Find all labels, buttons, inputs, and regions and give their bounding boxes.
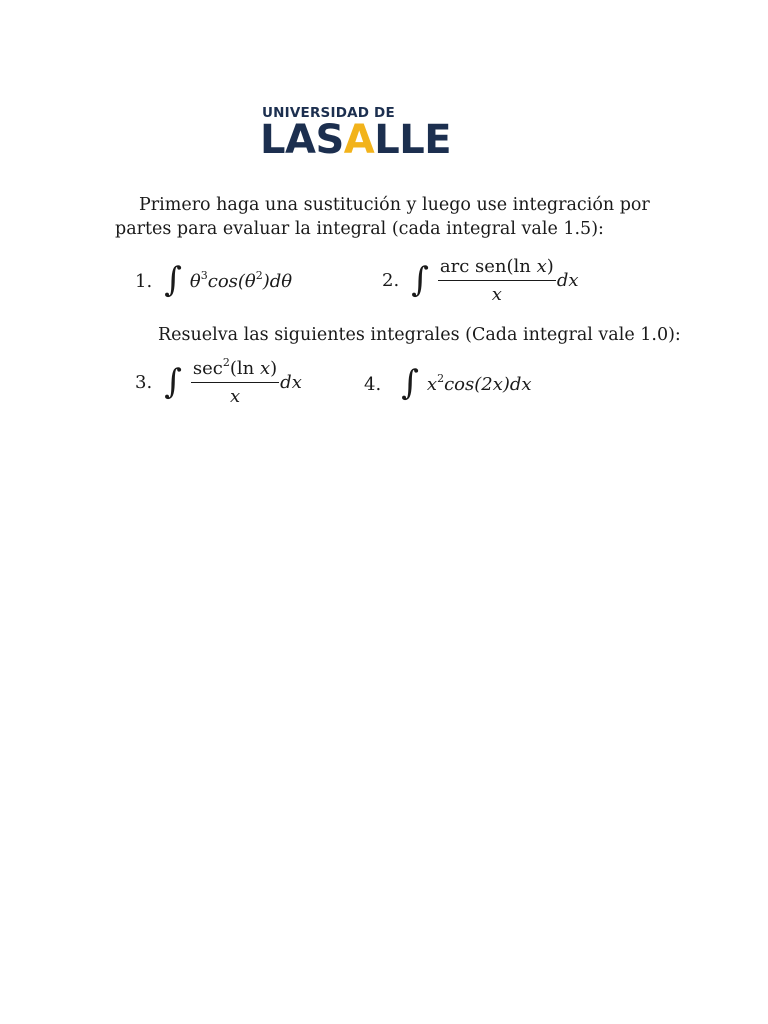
problem-number: 2. bbox=[382, 270, 400, 291]
differential: dx bbox=[280, 372, 302, 393]
integral-sign: ∫ bbox=[164, 361, 182, 402]
problem-1 bbox=[135, 260, 293, 300]
instruction-text-1: Primero haga una sustitución y luego use integración por partes para evaluar la integral (cada integral vale 1.5): bbox=[115, 195, 650, 239]
logo-top-text: UNIVERSIDAD DE bbox=[262, 105, 395, 121]
problem-3 bbox=[135, 358, 302, 407]
logo-main-text: LASALLE bbox=[260, 117, 452, 163]
differential: dx bbox=[556, 270, 579, 291]
integral-sign: ∫ bbox=[401, 363, 419, 403]
integral-sign: ∫ bbox=[411, 259, 429, 300]
fraction-denominator: x bbox=[491, 284, 502, 305]
fraction-numerator: $\sec^2(\ln$ x) bbox=[191, 358, 279, 383]
instruction-text-2: Resuelva las siguientes integrales (Cada integral vale 1.0): bbox=[158, 325, 681, 345]
problem-1-integrand: $\theta^3\cos(\theta^2)d\theta$ bbox=[189, 268, 293, 292]
fraction bbox=[438, 256, 556, 305]
problem-number: 1. bbox=[135, 270, 153, 292]
problem-2 bbox=[382, 256, 579, 305]
university-logo bbox=[260, 104, 460, 164]
problem-4 bbox=[364, 363, 532, 403]
problem-number: 4. bbox=[364, 373, 382, 395]
fraction-denominator: x bbox=[229, 386, 241, 407]
problem-4-integrand: $x^2\cos(2x)dx$ bbox=[426, 371, 532, 395]
problem-number: 3. bbox=[135, 372, 153, 393]
fraction bbox=[191, 358, 279, 407]
integral-sign: ∫ bbox=[164, 260, 182, 300]
fraction-numerator: arc sen(ln x) bbox=[438, 256, 556, 281]
